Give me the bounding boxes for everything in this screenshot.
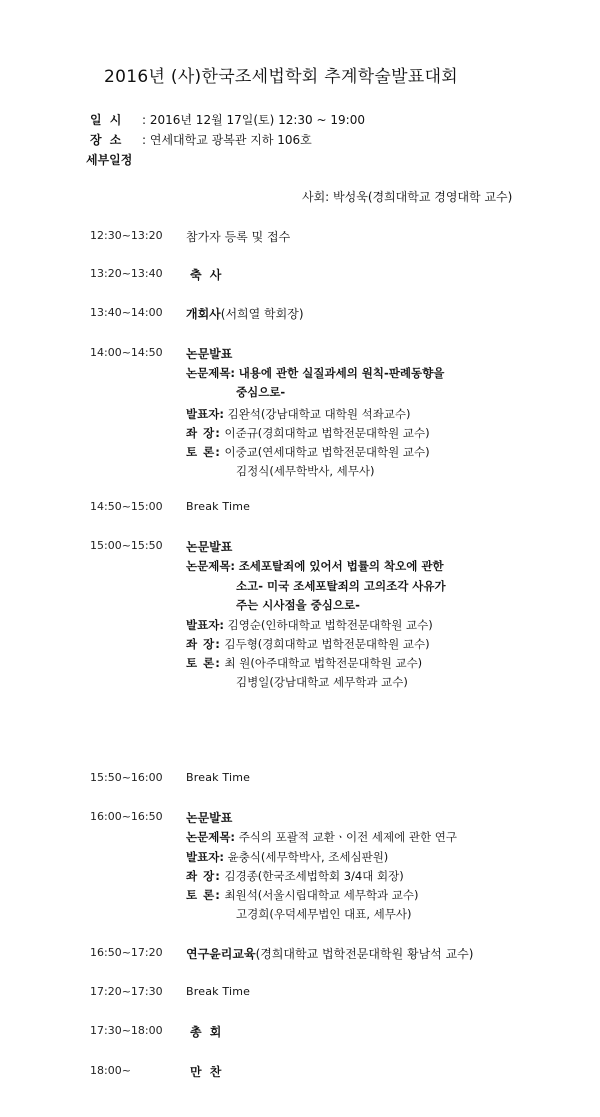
time-s5: 14:50~15:00 — [90, 500, 163, 513]
session1-paper-line2: 중심으로- — [236, 385, 286, 399]
paper-title-line1: 내용에 관한 실질과세의 원칙-판례동향을 — [238, 366, 445, 380]
presenter-name: 김영순(인하대학교 법학전문대학원 교수) — [227, 618, 433, 632]
discussant-label: 토 론: — [186, 888, 221, 902]
item-ethics — [186, 945, 473, 962]
item-break-3: Break Time — [186, 985, 251, 998]
session1-chair — [186, 425, 430, 441]
item-general-meeting: 총 회 — [190, 1025, 224, 1039]
opening-speaker: (서희열 학회장) — [220, 307, 304, 321]
opening-title: 개회사 — [186, 307, 221, 321]
time-s4: 14:00~14:50 — [90, 346, 163, 359]
discussant-name-1: 최 원(아주대학교 법학전문대학원 교수) — [224, 656, 423, 670]
paper-label: 논문제목: — [186, 366, 236, 380]
discussant-label: 토 론: — [186, 656, 221, 670]
session3-paper — [186, 829, 457, 845]
paper-label: 논문제목: — [186, 559, 236, 573]
presenter-label: 발표자: — [186, 618, 224, 632]
session1-paper — [186, 365, 444, 381]
session3-discussant — [186, 887, 419, 903]
session2-discussant2: 김병일(강남대학교 세무학과 교수) — [236, 675, 408, 689]
session1-presenter — [186, 406, 411, 422]
ethics-title: 연구윤리교육 — [186, 947, 256, 961]
ethics-speaker: (경희대학교 법학전문대학원 황남석 교수) — [255, 947, 474, 961]
presenter-label: 발표자: — [186, 850, 224, 864]
item-dinner: 만 찬 — [190, 1065, 224, 1079]
chair-label: 좌 장: — [186, 869, 221, 883]
paper-label: 논문제목: — [186, 830, 236, 844]
session1-discussant2: 김정식(세무학박사, 세무사) — [236, 464, 375, 478]
session2-paper — [186, 558, 444, 574]
paper-title-line1: 주식의 포괄적 교환ㆍ이전 세제에 관한 연구 — [238, 830, 457, 844]
session1-discussant — [186, 444, 430, 460]
item-congratulations: 축 사 — [190, 268, 224, 282]
detail-schedule-label: 세부일정 — [86, 153, 133, 167]
session2-presenter — [186, 617, 433, 633]
time-s6: 15:00~15:50 — [90, 539, 163, 552]
chair-name: 김경종(한국조세법학회 3/4대 회장) — [224, 869, 404, 883]
place-label: 장 소 — [90, 133, 124, 147]
presenter-label: 발표자: — [186, 407, 224, 421]
discussant-name-1: 최원석(서울시립대학교 세무학과 교수) — [224, 888, 419, 902]
time-s12: 18:00~ — [90, 1064, 131, 1077]
date-value: : 2016년 12월 17일(토) 12:30 ~ 19:00 — [142, 113, 365, 127]
time-s2: 13:20~13:40 — [90, 267, 163, 280]
chair-label: 좌 장: — [186, 637, 221, 651]
place-value: : 연세대학교 광복관 지하 106호 — [142, 133, 312, 147]
item-break-2: Break Time — [186, 771, 251, 784]
presenter-name: 윤충식(세무학박사, 조세심판원) — [227, 850, 389, 864]
discussant-label: 토 론: — [186, 445, 221, 459]
time-s10: 17:20~17:30 — [90, 985, 163, 998]
session3-head: 논문발표 — [186, 811, 233, 825]
item-opening — [186, 305, 304, 322]
date-label: 일 시 — [90, 113, 124, 127]
session3-chair — [186, 868, 404, 884]
time-s3: 13:40~14:00 — [90, 306, 163, 319]
item-registration: 참가자 등록 및 접수 — [186, 230, 291, 244]
presenter-name: 김완석(강남대학교 대학원 석좌교수) — [227, 407, 411, 421]
session1-head: 논문발표 — [186, 347, 233, 361]
chair-name: 김두형(경희대학교 법학전문대학원 교수) — [224, 637, 430, 651]
session3-discussant2: 고경희(우덕세무법인 대표, 세무사) — [236, 907, 412, 921]
chair-label: 좌 장: — [186, 426, 221, 440]
session2-chair — [186, 636, 430, 652]
time-s7: 15:50~16:00 — [90, 771, 163, 784]
moderator: 사회: 박성욱(경희대학교 경영대학 교수) — [302, 190, 513, 204]
session2-paper-line3: 주는 시사점을 중심으로- — [236, 598, 360, 612]
session3-presenter — [186, 849, 388, 865]
item-break-1: Break Time — [186, 500, 251, 513]
chair-name: 이준규(경희대학교 법학전문대학원 교수) — [224, 426, 430, 440]
place-row — [90, 131, 312, 148]
date-row — [90, 111, 365, 128]
session2-paper-line2: 소고- 미국 조세포탈죄의 고의조각 사유가 — [236, 579, 446, 593]
time-s1: 12:30~13:20 — [90, 229, 163, 242]
discussant-name-1: 이중교(연세대학교 법학전문대학원 교수) — [224, 445, 430, 459]
document-title: 2016년 (사)한국조세법학회 추계학술발표대회 — [104, 67, 459, 87]
time-s11: 17:30~18:00 — [90, 1024, 163, 1037]
time-s8: 16:00~16:50 — [90, 810, 163, 823]
session2-head: 논문발표 — [186, 540, 233, 554]
session2-discussant — [186, 655, 422, 671]
time-s9: 16:50~17:20 — [90, 946, 163, 959]
paper-title-line1: 조세포탈죄에 있어서 법률의 착오에 관한 — [238, 559, 444, 573]
